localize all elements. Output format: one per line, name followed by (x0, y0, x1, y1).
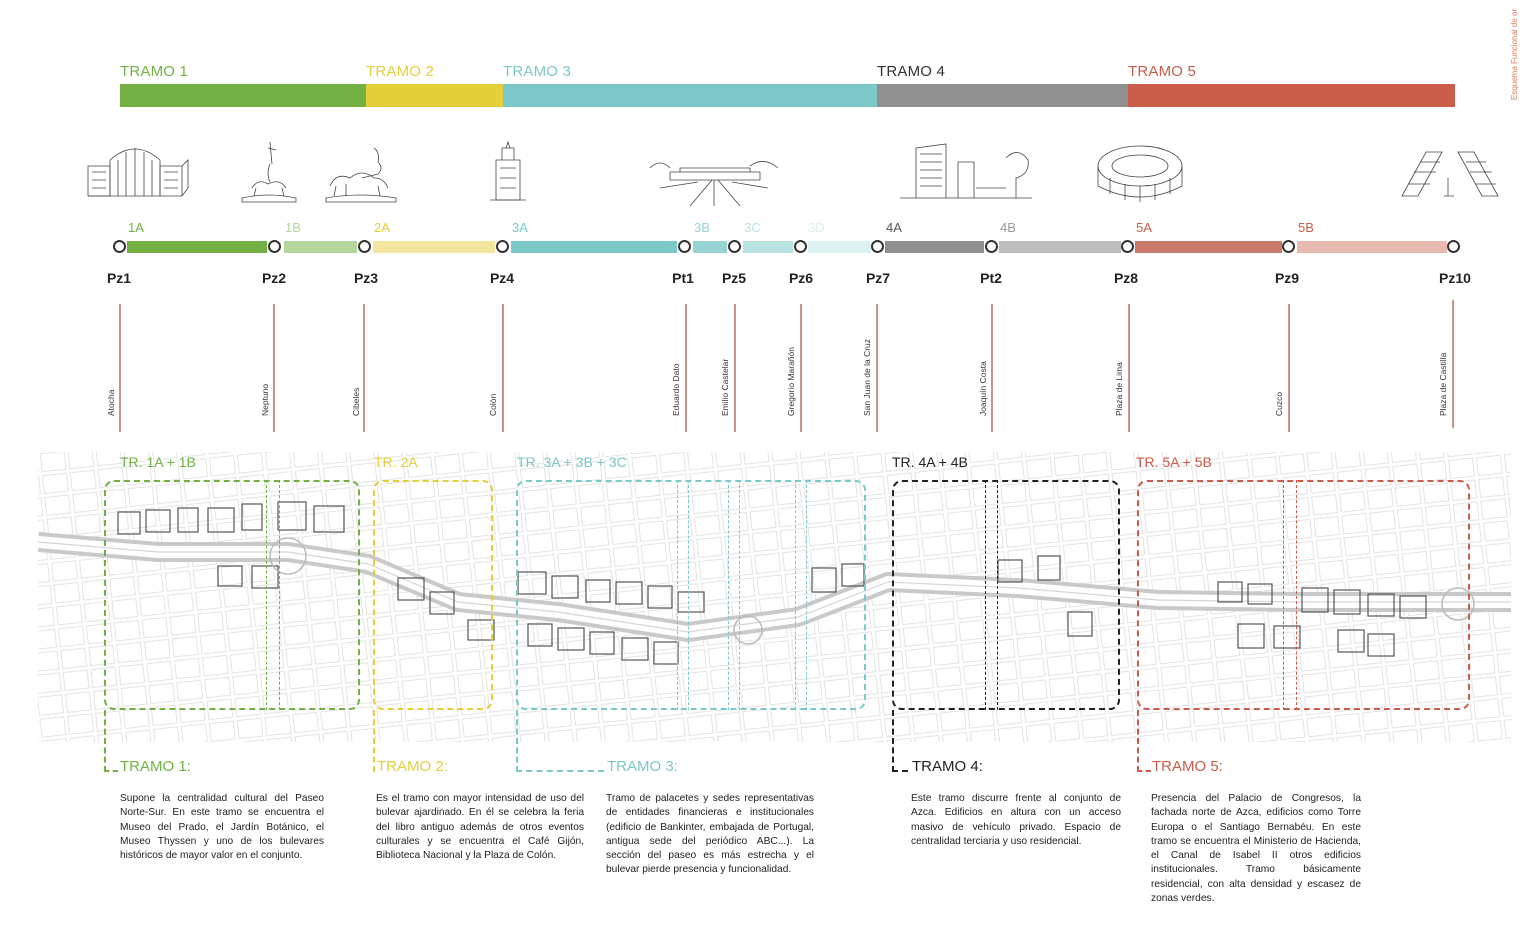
stop-code: Pt1 (672, 270, 694, 286)
tramo-3-bar (503, 84, 877, 107)
tramo-1-bar (120, 84, 366, 107)
stop-stem (991, 304, 993, 432)
tramo-3-label: TRAMO 3 (503, 63, 572, 80)
stop-name: Cuzco (1274, 391, 1284, 416)
stop-name: Colón (488, 393, 498, 416)
tramo-1-box (104, 480, 360, 710)
stop-name: Eduardo Dato (671, 363, 681, 416)
leader-3 (516, 710, 518, 772)
node-pz10 (1447, 240, 1460, 253)
node-pt2 (985, 240, 998, 253)
tramo-3-box (516, 480, 866, 710)
sub-2a-bar (373, 241, 495, 253)
sub-3b-bar (693, 241, 727, 253)
tramo-4-desc: Este tramo discurre frente al conjunto de Azca. Edificios en altura con un acceso masivo de vehículo privado. Espacio de centralidad terciaria y uso residencial. (911, 793, 1121, 847)
tramo-2-box (373, 480, 493, 710)
map-label-tr4: TR. 4A + 4B (892, 454, 968, 470)
stop-name: Plaza de Castilla (1438, 352, 1448, 416)
stop-name: Gregorio Marañón (786, 347, 796, 416)
stop-code: Pz9 (1274, 270, 1300, 286)
tramo-5-label: TRAMO 5 (1128, 63, 1197, 80)
leader-3h (516, 770, 604, 772)
tramo-2-desc: Es el tramo con mayor intensidad de uso del bulevar ajardinado. En él se celebra la feria del libro antiguo además de otros eventos culturales y se encuentra el Café Gijón, Biblioteca Nacional y la Plaza de Colón. (376, 793, 584, 862)
stop-stem (1288, 304, 1290, 432)
atocha-station-illustration (80, 138, 190, 208)
node-pz1 (113, 240, 126, 253)
tramo-4-label: TRAMO 4 (877, 63, 946, 80)
sub-2a-label: 2A (374, 220, 390, 235)
leader-5 (1137, 710, 1139, 772)
tramo-5-box (1137, 480, 1470, 710)
sub-3a-bar (511, 241, 677, 253)
divider-4 (688, 480, 689, 710)
stop-code: Pz2 (261, 270, 287, 286)
map-label-tr5: TR. 5A + 5B (1136, 454, 1212, 470)
sub-3c-label: 3C (744, 220, 761, 235)
tramo-1-label: TRAMO 1 (120, 63, 189, 80)
sub-3d-label: 3D (808, 220, 825, 235)
sub-1b-bar (284, 241, 357, 253)
sub-5a-label: 5A (1136, 220, 1152, 235)
node-pz6 (794, 240, 807, 253)
stop-name: Cibeles (351, 387, 361, 416)
sub-3a-label: 3A (512, 220, 528, 235)
stop-stem (1128, 304, 1130, 432)
stop-name: Emilio Castelar (720, 358, 730, 416)
stop-stem (685, 304, 687, 432)
sub-4a-label: 4A (886, 220, 902, 235)
stop-code: Pz6 (788, 270, 814, 286)
tramo-4-desc-title: TRAMO 4: (912, 758, 983, 775)
stop-stem (734, 304, 736, 432)
node-pz7 (871, 240, 884, 253)
node-pz9 (1282, 240, 1295, 253)
stop-name: San Juan de la Cruz (862, 338, 872, 416)
stop-code: Pz10 (1439, 270, 1471, 286)
tramo-5-bar (1128, 84, 1455, 107)
sub-1a-label: 1A (128, 220, 144, 235)
tramo-5-desc: Presencia del Palacio de Congresos, la fachada norte de Azca, edificios como Torre Europa o el Santiago Bernabéu. En este tramo se encuentra el Ministerio de Hacienda, el Canal de Isabel II otros edificios institucionales. Tramo básicamente residencial, con alta densidad y escasez de zonas verdes. (1151, 793, 1361, 905)
stop-stem (273, 304, 275, 432)
leader-5h (1137, 770, 1151, 772)
divider-11 (1283, 480, 1284, 710)
stop-stem (502, 304, 504, 432)
tramo-2-bar (366, 84, 503, 107)
sub-5b-label: 5B (1298, 220, 1314, 235)
node-pz4 (496, 240, 509, 253)
stop-code: Pt2 (980, 270, 1002, 286)
divider-3 (677, 480, 678, 710)
tramo-4-bar (877, 84, 1128, 107)
tramo-1-desc: Supone la centralidad cultural del Paseo Norte-Sur. En este tramo se encuentra el Museo del Prado, el Jardín Botánico, el Museo Thyssen y uno de los bulevares históricos de mayor valor en el conjunto. (120, 793, 324, 862)
sub-3c-bar (743, 241, 793, 253)
node-pz8 (1121, 240, 1134, 253)
side-caption: Esquema Funcional de or (1510, 8, 1519, 100)
node-pt1 (678, 240, 691, 253)
map-label-tr2: TR. 2A (374, 454, 418, 470)
castellana-avenue-illustration (640, 138, 785, 208)
divider-9 (985, 480, 986, 710)
sub-3d-bar (808, 241, 871, 253)
stop-name: Joaquín Costa (978, 361, 988, 416)
divider-6 (739, 480, 740, 710)
map-label-tr3: TR. 3A + 3B + 3C (517, 454, 627, 470)
divider-8 (806, 480, 807, 710)
sub-5b-bar (1297, 241, 1447, 253)
stop-code: Pz1 (106, 270, 132, 286)
bernabeu-stadium-illustration (1090, 138, 1190, 208)
tramo-3-desc-title: TRAMO 3: (607, 758, 678, 775)
tramo-2-label: TRAMO 2 (366, 63, 435, 80)
stop-code: Pz8 (1113, 270, 1139, 286)
stop-stem (1452, 300, 1454, 428)
divider-7 (795, 480, 796, 710)
stop-code: Pz4 (489, 270, 515, 286)
tramo-5-desc-title: TRAMO 5: (1152, 758, 1223, 775)
leader-1h (104, 770, 118, 772)
tramo-2-desc-title: TRAMO 2: (377, 758, 448, 775)
divider-10 (997, 480, 998, 710)
tramo-1-desc-title: TRAMO 1: (120, 758, 191, 775)
sub-4a-bar (885, 241, 984, 253)
sub-3b-label: 3B (694, 220, 710, 235)
neptuno-fountain-illustration (238, 138, 300, 208)
divider-12 (1296, 480, 1297, 710)
stop-stem (363, 304, 365, 432)
stop-stem (119, 304, 121, 432)
stop-code: Pz7 (865, 270, 891, 286)
sub-1b-label: 1B (285, 220, 301, 235)
stop-name: Neptuno (260, 383, 270, 416)
tramo-4-box (892, 480, 1120, 710)
node-pz2 (268, 240, 281, 253)
leader-4h (892, 770, 908, 772)
stop-code: Pz5 (721, 270, 747, 286)
divider-1 (266, 480, 267, 710)
leader-2 (373, 710, 375, 772)
stop-code: Pz3 (353, 270, 379, 286)
stop-name: Atocha (106, 389, 116, 416)
node-pz3 (358, 240, 371, 253)
azca-buildings-illustration (896, 138, 1036, 208)
leader-1 (104, 710, 106, 772)
kio-towers-illustration (1396, 138, 1504, 208)
sub-4b-bar (999, 241, 1121, 253)
node-pz5 (728, 240, 741, 253)
sub-4b-label: 4B (1000, 220, 1016, 235)
tramo-3-desc: Tramo de palacetes y sedes representativas de entidades financieras e institucionales (edificio de Bankinter, embajada de Portugal, antigua sede del periódico ABC...). La sección del paseo es más estrecha y el bulevar pierde presencia y funcionalidad. (606, 793, 814, 876)
stop-stem (800, 304, 802, 432)
divider-2 (279, 480, 280, 710)
cibeles-fountain-illustration (322, 138, 400, 208)
sub-1a-bar (127, 241, 267, 253)
colon-monument-illustration (484, 138, 534, 208)
stop-name: Plaza de Lima (1114, 362, 1124, 416)
map-label-tr1: TR. 1A + 1B (120, 454, 196, 470)
leader-4 (892, 710, 894, 772)
stop-stem (876, 304, 878, 432)
divider-5 (728, 480, 729, 710)
sub-5a-bar (1135, 241, 1282, 253)
